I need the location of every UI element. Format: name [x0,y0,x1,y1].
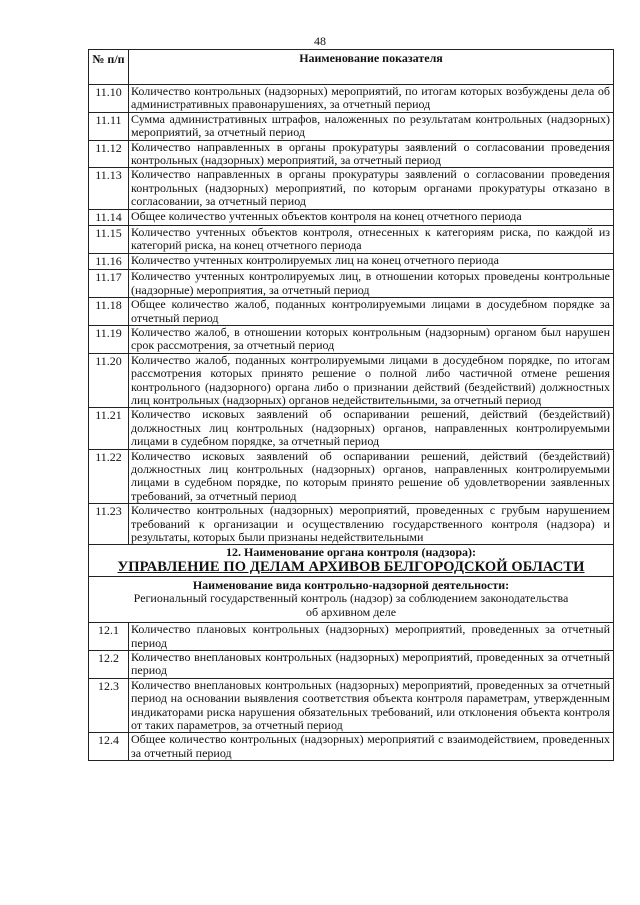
header-name: Наименование показателя [129,50,614,85]
row-indicator-text: Общее количество контрольных (надзорных) мероприятий с взаимодействием, проведенных за отчетный период [129,733,614,761]
row-number: 11.22 [89,449,129,504]
row-number: 11.10 [89,85,129,113]
row-indicator-text: Количество учтенных объектов контроля, отнесенных к категориям риска, по каждой из категорий риска, на конец отчетного периода [129,226,614,254]
row-number: 11.20 [89,353,129,408]
row-indicator-text: Количество учтенных контролируемых лиц, в отношении которых проведены контрольные (надзорные) мероприятия, за отчетный период [129,270,614,298]
row-number: 12.2 [89,651,129,679]
table-row [89,325,614,353]
table-row [89,253,614,269]
row-indicator-text: Количество исковых заявлений об оспаривании решений, действий (бездействий) должностных лиц контрольных (надзорных) органов, направленных контролируемыми лицами в судебном порядке, за отчетный период [129,408,614,449]
row-number: 11.19 [89,325,129,353]
table-row [89,298,614,326]
organization-name: УПРАВЛЕНИЕ ПО ДЕЛАМ АРХИВОВ БЕЛГОРОДСКОЙ ОБЛАСТИ [117,559,585,576]
section-12 [89,545,614,623]
row-indicator-text: Количество учтенных контролируемых лиц на конец отчетного периода [129,253,614,269]
table-row [89,140,614,168]
row-number: 12.3 [89,678,129,733]
table-row [89,270,614,298]
table-row [89,112,614,140]
row-indicator-text: Количество внеплановых контрольных (надзорных) мероприятий, проведенных за отчетный период на основании выявления соответствия объекта контроля параметрам, утвержденным индикаторами риска нарушения обязательных требований, или отклонения объекта контроля от таких параметров, за отчетный период [129,678,614,733]
row-indicator-text: Количество жалоб, в отношении которых контрольным (надзорным) органом был нарушен срок рассмотрения, за отчетный период [129,325,614,353]
table-row [89,408,614,449]
section-title-row [89,545,614,577]
kind-description-1: Региональный государственный контроль (надзор) за соблюдением законодательства [133,591,569,606]
row-number: 12.4 [89,733,129,761]
row-indicator-text: Количество жалоб, поданных контролируемыми лицами в досудебном порядке, по итогам рассмотрения которых принято решение о полной либо частичной отмене решения контрольного (надзорного) органа либо о признании действий (бездействий) должностных лиц контрольных (надзорных) органов недействительными, за отчетный период [129,353,614,408]
row-indicator-text: Количество исковых заявлений об оспаривании решений, действий (бездействий) должностных лиц контрольных (надзорных) органов, направленных контролируемыми лицами в судебном порядке, по которым принято решение об удовлетворении заявленных требований, за отчетный период [129,449,614,504]
table-row [89,651,614,679]
kind-title: Наименование вида контрольно-надзорной деятельности: [192,578,510,593]
table-header-row [89,50,614,85]
page-number: 48 [314,34,326,48]
row-number: 11.13 [89,168,129,209]
section-title: 12. Наименование органа контроля (надзора): [225,545,477,560]
rows-top [89,85,614,545]
table-row [89,449,614,504]
row-indicator-text: Общее количество учтенных объектов контроля на конец отчетного периода [129,209,614,225]
table-row [89,85,614,113]
row-number: 11.21 [89,408,129,449]
row-indicator-text: Количество контрольных (надзорных) мероприятий, по итогам которых возбуждены дела об административных правонарушениях, за отчетный период [129,85,614,113]
table-row [89,678,614,733]
row-number: 11.17 [89,270,129,298]
table-row [89,168,614,209]
header-num: № п/п [89,50,129,85]
table-row [89,504,614,545]
table-row [89,623,614,651]
row-number: 12.1 [89,623,129,651]
indicators-table [88,49,614,761]
table-row [89,733,614,761]
row-number: 11.12 [89,140,129,168]
row-indicator-text: Количество направленных в органы прокуратуры заявлений о согласовании проведения контрольных (надзорных) мероприятий, по которым органами прокуратуры отказано в согласовании, за отчетный период [129,168,614,209]
row-number: 11.18 [89,298,129,326]
row-indicator-text: Количество направленных в органы прокуратуры заявлений о согласовании проведения контрольных (надзорных) мероприятий, за отчетный период [129,140,614,168]
section-kind-row [89,577,614,623]
row-indicator-text: Количество плановых контрольных (надзорных) мероприятий, проведенных за отчетный период [129,623,614,651]
table-row [89,353,614,408]
row-indicator-text: Количество контрольных (надзорных) мероприятий, проведенных с грубым нарушением требований к организации и осуществлению государственного контроля (надзора) и результаты, которых были признаны недействительными [129,504,614,545]
row-indicator-text: Сумма административных штрафов, наложенных по результатам контрольных (надзорных) мероприятий, за отчетный период [129,112,614,140]
table-row [89,226,614,254]
row-indicator-text: Общее количество жалоб, поданных контролируемыми лицами в досудебном порядке за отчетный период [129,298,614,326]
table-row [89,209,614,225]
row-number: 11.11 [89,112,129,140]
row-number: 11.14 [89,209,129,225]
row-number: 11.15 [89,226,129,254]
rows-bottom [89,623,614,761]
kind-description-2: об архивном деле [305,604,397,619]
row-number: 11.16 [89,253,129,269]
row-number: 11.23 [89,504,129,545]
row-indicator-text: Количество внеплановых контрольных (надзорных) мероприятий, проведенных за отчетный период [129,651,614,679]
